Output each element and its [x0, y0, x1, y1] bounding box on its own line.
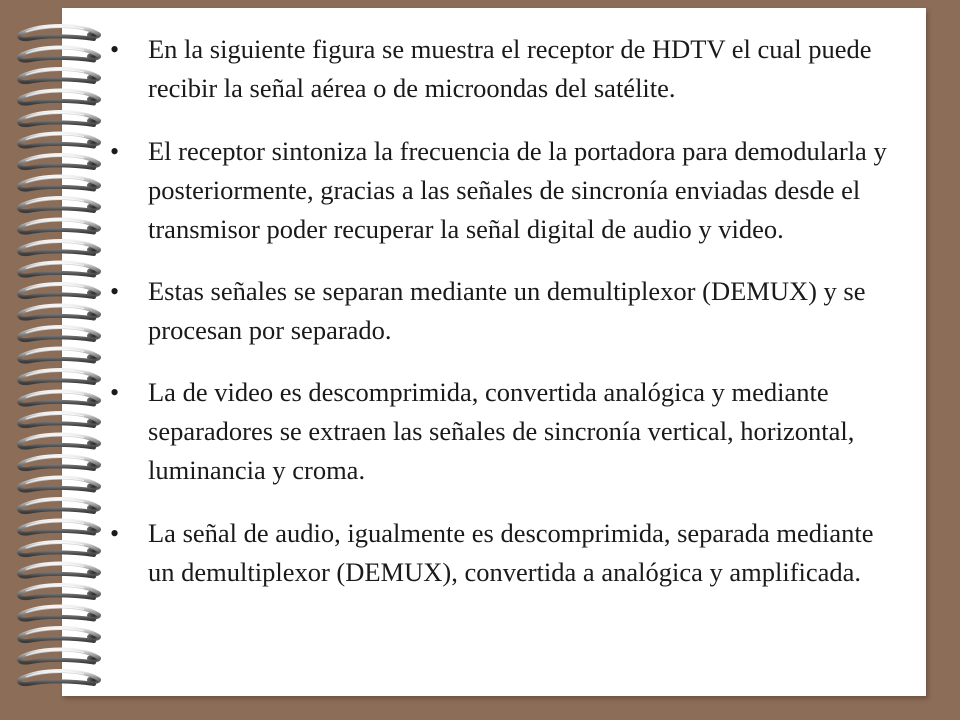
spiral-ring — [19, 649, 101, 662]
spiral-ring — [19, 413, 101, 426]
spiral-ring — [19, 499, 101, 512]
spiral-ring — [19, 391, 101, 404]
spiral-ring — [19, 305, 101, 318]
spiral-ring — [19, 606, 101, 619]
spiral-ring — [19, 133, 101, 146]
bullet-item-audio — [110, 514, 890, 592]
bullet-text: Estas señales se separan mediante un demultiplexor (DEMUX) y se procesan por separado. — [148, 276, 866, 345]
spiral-ring — [19, 520, 101, 533]
spiral-ring — [19, 219, 101, 232]
bullet-item-sintoniza — [110, 132, 890, 249]
spiral-ring — [19, 47, 101, 60]
spiral-binding-icon — [14, 22, 106, 698]
spiral-ring — [19, 348, 101, 361]
bullet-dot: • — [110, 137, 120, 166]
bullet-dot: • — [110, 519, 120, 548]
spiral-ring — [19, 90, 101, 103]
bullet-dot: • — [110, 277, 120, 306]
spiral-ring — [19, 284, 101, 297]
spiral-ring — [19, 628, 101, 641]
spiral-ring — [19, 477, 101, 490]
spiral-ring — [19, 176, 101, 189]
spiral-ring — [19, 456, 101, 469]
bullet-item-receptor — [110, 30, 890, 108]
spiral-ring — [19, 241, 101, 254]
spiral-ring — [19, 112, 101, 125]
spiral-ring — [19, 585, 101, 598]
bullet-text: La de video es descomprimida, convertida analógica y mediante separadores se extraen las señales de sincronía vertical, horizontal, luminancia y croma. — [148, 377, 855, 485]
spiral-ring — [19, 198, 101, 211]
bullet-text: La señal de audio, igualmente es descomprimida, separada mediante un demultiplexor (DEMUX), convertida a analógica y amplificada. — [148, 518, 874, 587]
spiral-ring — [19, 563, 101, 576]
spiral-ring — [19, 434, 101, 447]
bullet-item-demux — [110, 272, 890, 350]
bullet-list — [110, 30, 890, 616]
spiral-ring — [19, 262, 101, 275]
spiral-ring — [19, 26, 101, 39]
bullet-dot: • — [110, 378, 120, 407]
spiral-ring — [19, 370, 101, 383]
spiral-ring — [19, 327, 101, 340]
spiral-ring — [19, 542, 101, 555]
spiral-ring — [19, 155, 101, 168]
bullet-dot: • — [110, 35, 120, 64]
bullet-item-video — [110, 373, 890, 490]
bullet-text: En la siguiente figura se muestra el receptor de HDTV el cual puede recibir la señal aérea o de microondas del satélite. — [148, 34, 872, 103]
spiral-ring — [19, 69, 101, 82]
bullet-text: El receptor sintoniza la frecuencia de la portadora para demodularla y posteriormente, gracias a las señales de sincronía enviadas desde el transmisor poder recuperar la señal digital de audio y video. — [148, 136, 887, 244]
spiral-ring — [19, 671, 101, 684]
